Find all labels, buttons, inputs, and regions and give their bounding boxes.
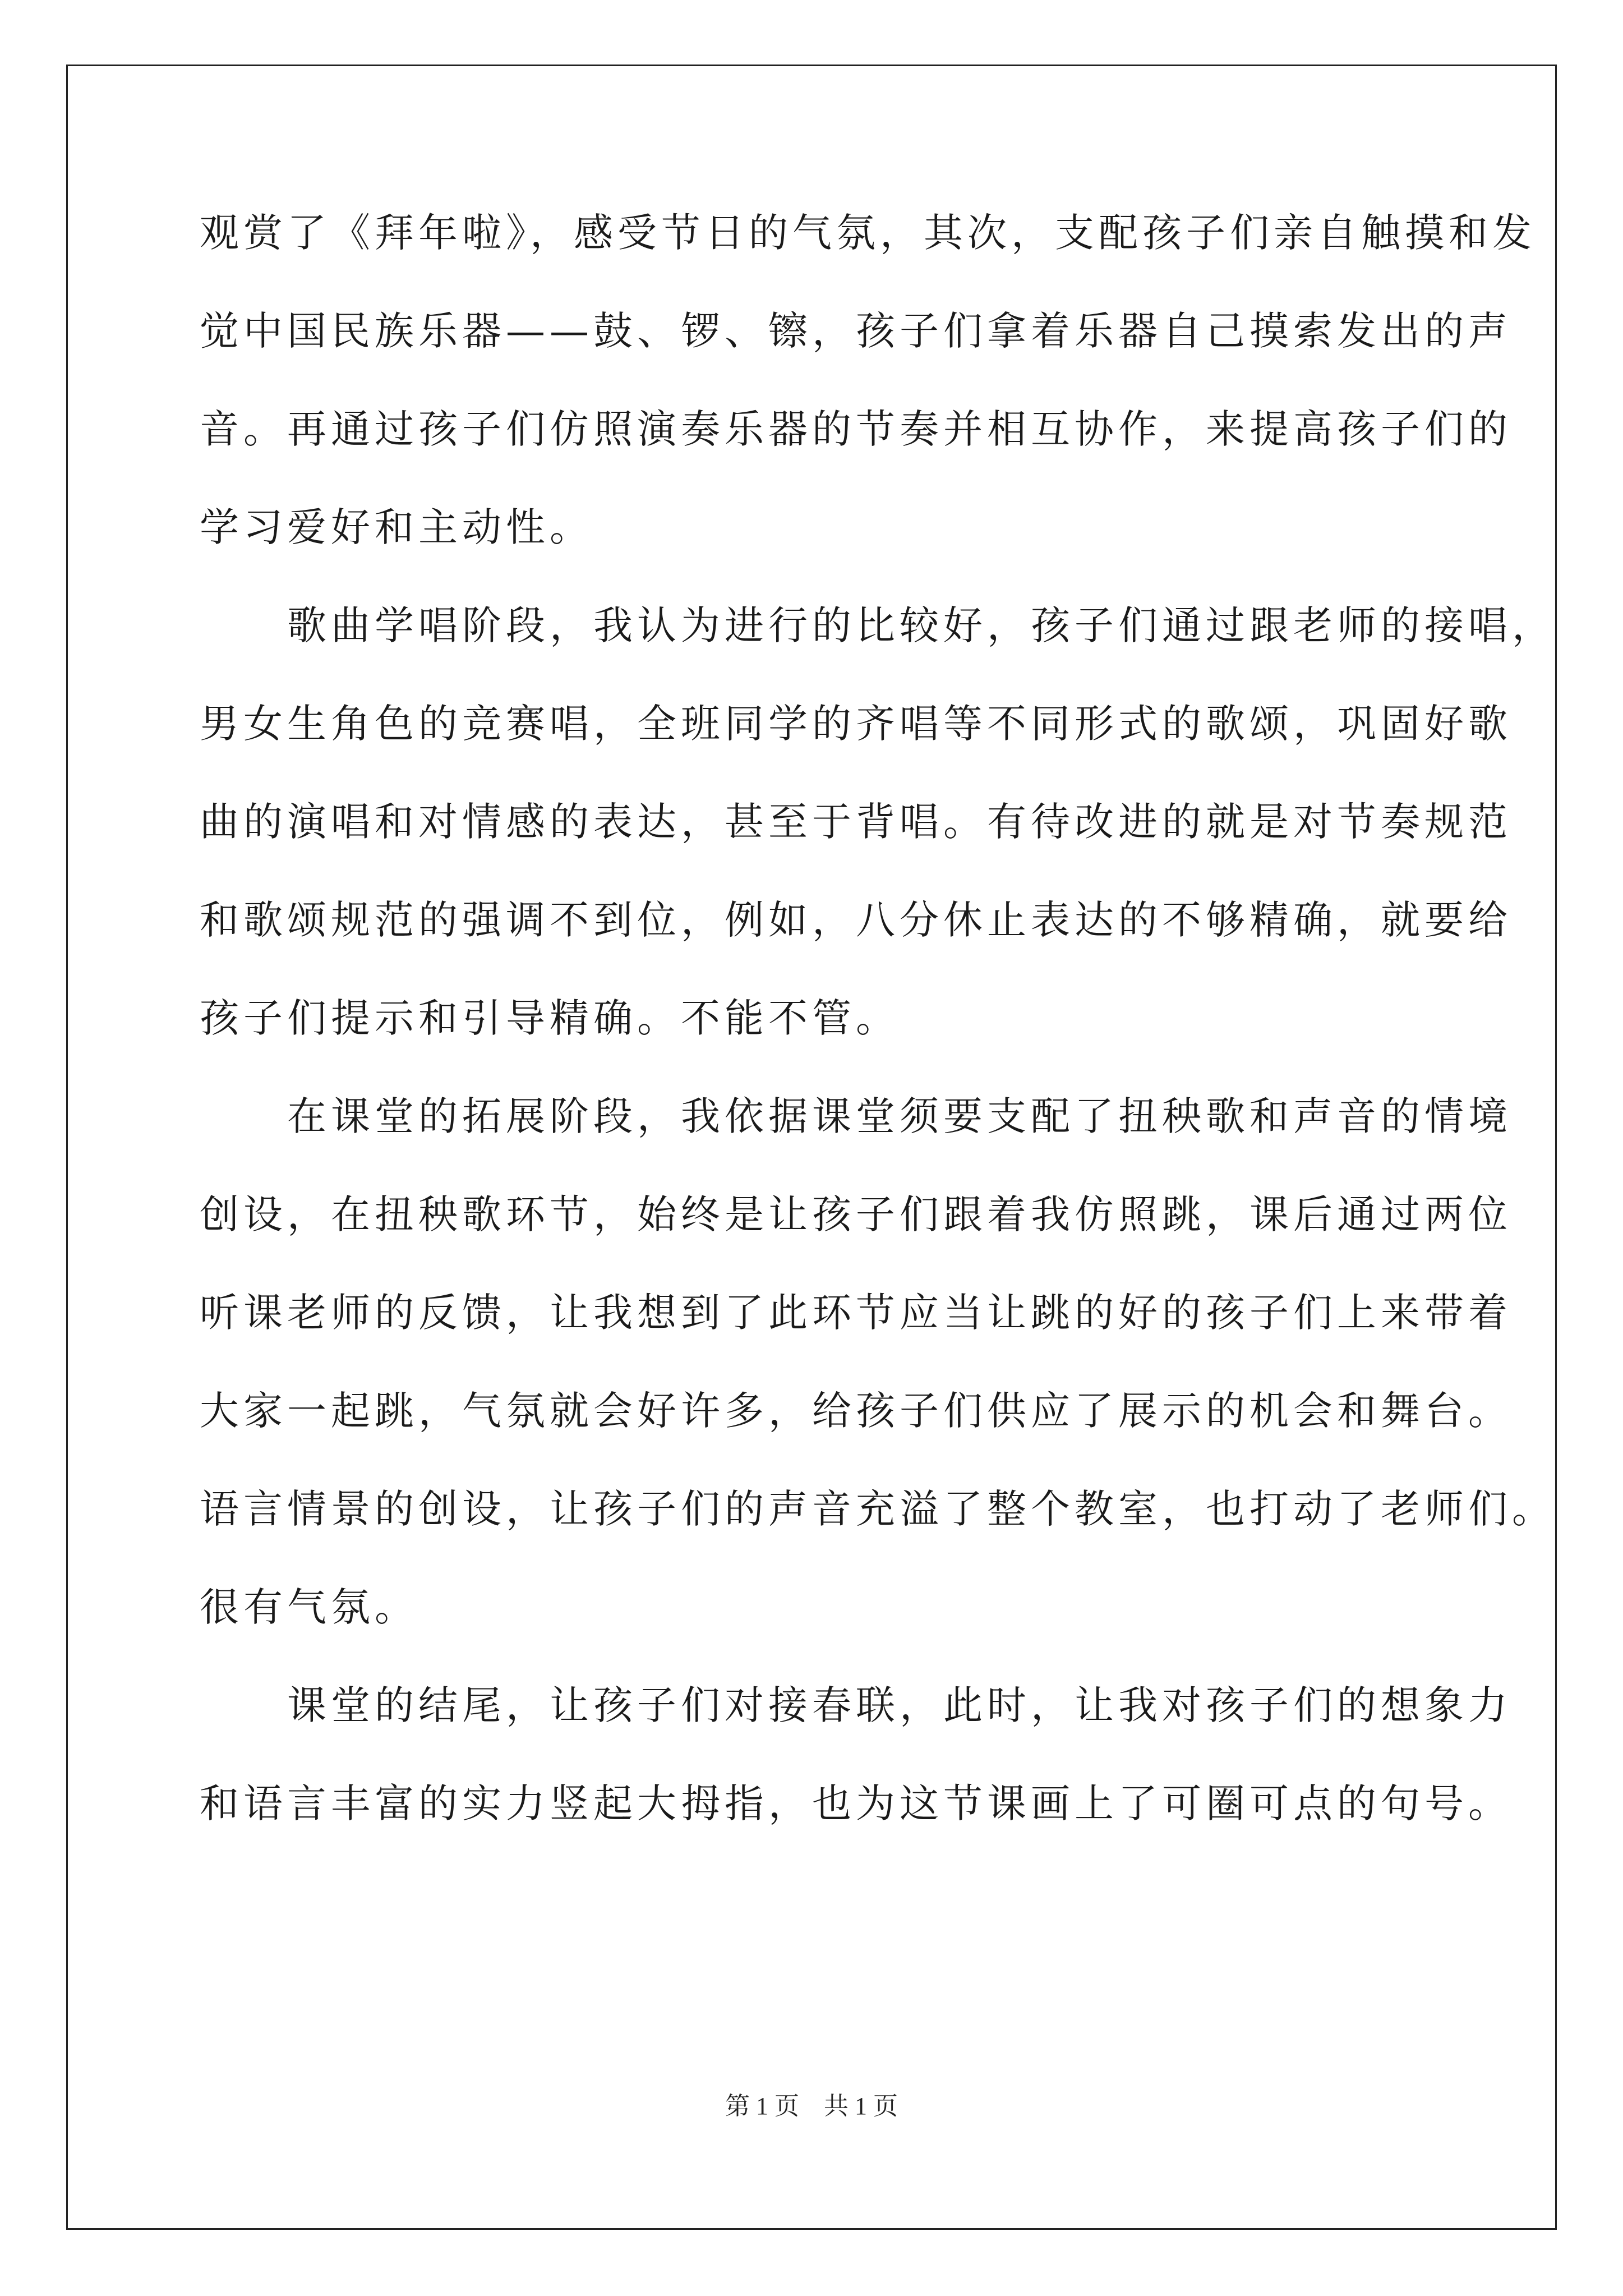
- text-line: 男女生角色的竞赛唱，全班同学的齐唱等不同形式的歌颂，巩固好歌: [200, 701, 1512, 747]
- text-line: 曲的演唱和对情感的表达，甚至于背唱。有待改进的就是对节奏规范: [200, 799, 1512, 845]
- text-line: 听课老师的反馈，让我想到了此环节应当让跳的好的孩子们上来带着: [200, 1290, 1512, 1336]
- text-line: 语言情景的创设，让孩子们的声音充溢了整个教室，也打动了老师们。: [200, 1486, 1556, 1532]
- text-line: 在课堂的拓展阶段，我依据课堂须要支配了扭秧歌和声音的情境: [200, 1093, 1512, 1139]
- text-line: 学习爱好和主动性。: [200, 504, 593, 550]
- text-line: 创设，在扭秧歌环节，始终是让孩子们跟着我仿照跳，课后通过两位: [200, 1191, 1512, 1237]
- text-line: 歌曲学唱阶段，我认为进行的比较好，孩子们通过跟老师的接唱，: [200, 602, 1556, 648]
- text-line: 觉中国民族乐器——鼓、锣、镲，孩子们拿着乐器自己摸索发出的声: [200, 308, 1512, 354]
- text-line: 和语言丰富的实力竖起大拇指，也为这节课画上了可圈可点的句号。: [200, 1780, 1512, 1826]
- page-number: 第 1 页 共 1 页: [725, 2092, 898, 2120]
- text-line: 大家一起跳，气氛就会好许多，给孩子们供应了展示的机会和舞台。: [200, 1388, 1512, 1434]
- text-line: 观赏了《拜年啦》，感受节日的气氛，其次，支配孩子们亲自触摸和发: [200, 210, 1536, 256]
- text-line: 音。再通过孩子们仿照演奏乐器的节奏并相互协作，来提高孩子们的: [200, 406, 1512, 452]
- document-body: [200, 210, 1556, 1882]
- page-footer: [0, 2094, 1623, 2119]
- text-line: 课堂的结尾，让孩子们对接春联，此时，让我对孩子们的想象力: [200, 1682, 1512, 1728]
- text-line: 和歌颂规范的强调不到位，例如，八分休止表达的不够精确，就要给: [200, 897, 1512, 943]
- text-line: 很有气氛。: [200, 1584, 418, 1630]
- text-line: 孩子们提示和引导精确。不能不管。: [200, 995, 900, 1041]
